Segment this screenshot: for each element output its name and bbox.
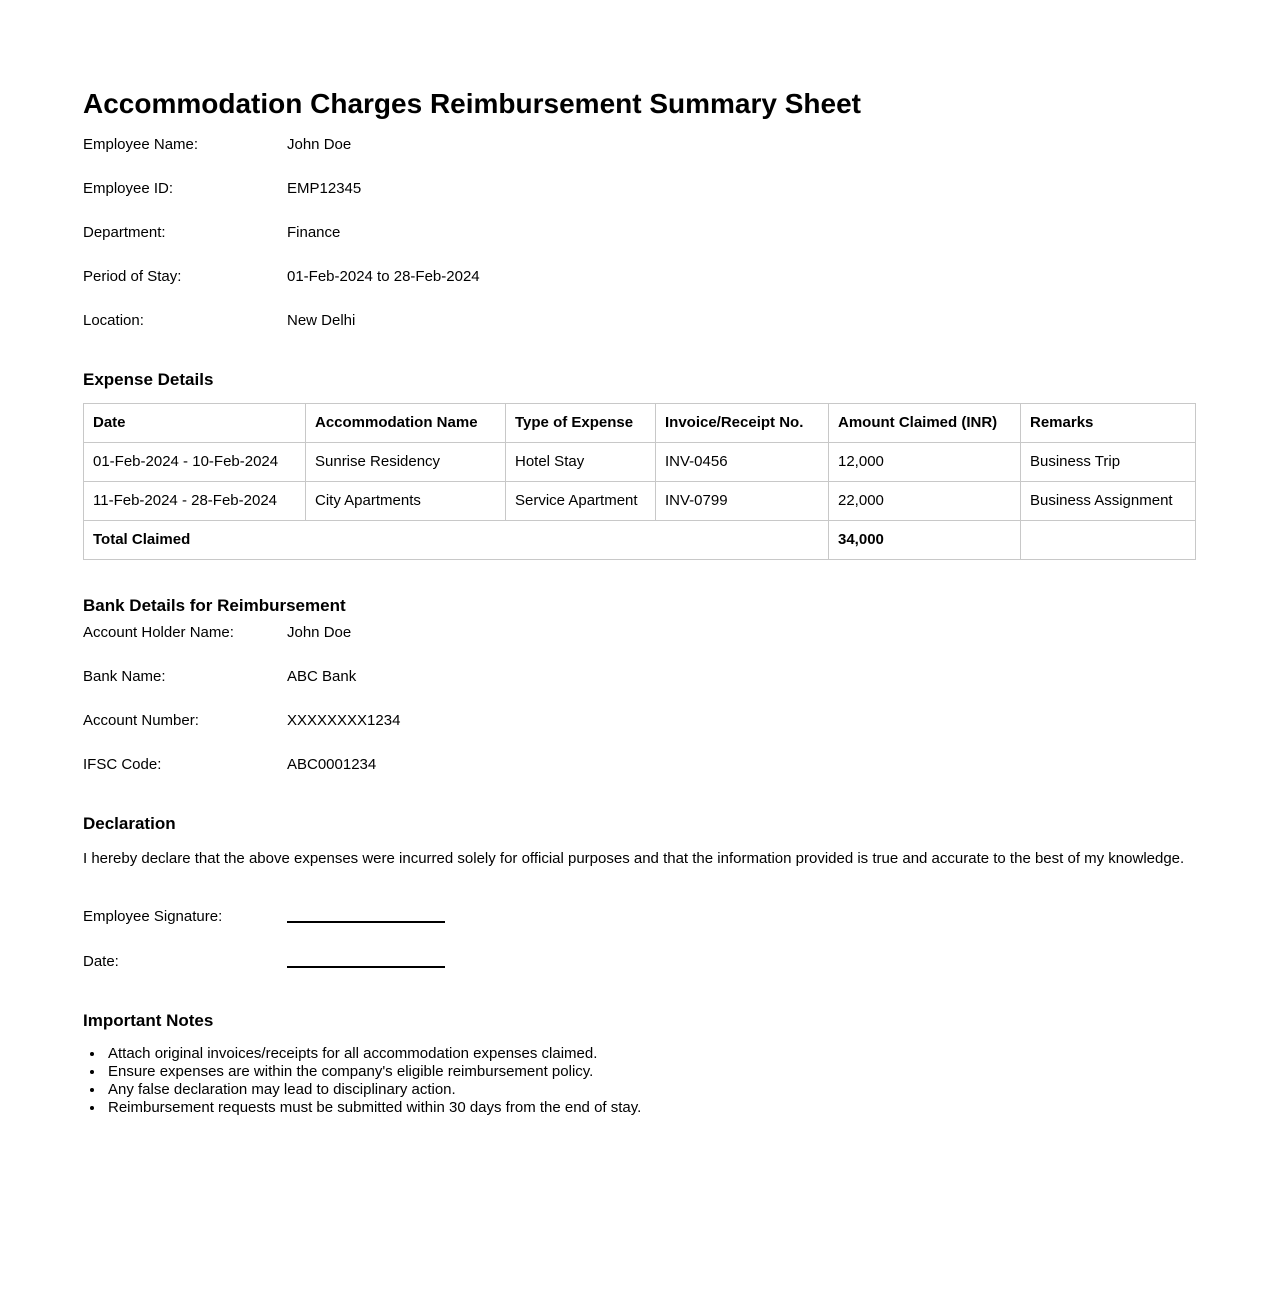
field-row-bank-name	[83, 668, 1195, 686]
signature-row-employee-signature	[83, 908, 1195, 926]
cell-type-of-expense: Service Apartment	[506, 482, 656, 521]
field-label: Account Holder Name:	[83, 624, 234, 641]
field-row-location	[83, 312, 1195, 330]
table-header-invoice-receipt-no: Invoice/Receipt No.	[656, 404, 829, 443]
cell-remarks: Business Trip	[1021, 443, 1196, 482]
total-claimed-value: 34,000	[829, 521, 1021, 560]
bank-details-heading: Bank Details for Reimbursement	[83, 596, 346, 615]
field-row-ifsc-code	[83, 756, 1195, 774]
employee-signature-label: Employee Signature:	[83, 908, 223, 925]
declaration-text: I hereby declare that the above expenses were incurred solely for official purposes and that the information provided is true and accurate to the best of my knowledge.	[83, 850, 1185, 867]
field-value: Finance	[287, 224, 341, 241]
table-header-amount-claimed: Amount Claimed (INR)	[829, 404, 1021, 443]
list-item: • Ensure expenses are within the company's eligible reimbursement policy.	[105, 1063, 1195, 1081]
important-notes-list	[83, 1045, 1195, 1117]
field-row-employee-id	[83, 180, 1195, 198]
cell-accommodation-name: Sunrise Residency	[306, 443, 506, 482]
cell-invoice-no: INV-0799	[656, 482, 829, 521]
important-notes-heading: Important Notes	[83, 1011, 214, 1030]
field-value: 01-Feb-2024 to 28-Feb-2024	[287, 268, 480, 285]
table-row	[84, 443, 1196, 482]
declaration-heading: Declaration	[83, 814, 176, 833]
field-value: XXXXXXXX1234	[287, 712, 401, 729]
cell-remarks: Business Assignment	[1021, 482, 1196, 521]
field-label: Account Number:	[83, 712, 199, 729]
cell-amount-claimed: 22,000	[829, 482, 1021, 521]
employee-signature-line	[287, 908, 445, 923]
cell-invoice-no: INV-0456	[656, 443, 829, 482]
date-line	[287, 953, 445, 968]
expense-details-heading: Expense Details	[83, 370, 214, 389]
table-header-type-of-expense: Type of Expense	[506, 404, 656, 443]
table-row	[84, 482, 1196, 521]
field-label: IFSC Code:	[83, 756, 162, 773]
employee-info-section	[83, 136, 1195, 330]
cell-type-of-expense: Hotel Stay	[506, 443, 656, 482]
field-value: John Doe	[287, 624, 352, 641]
page-title: Accommodation Charges Reimbursement Summary Sheet	[83, 88, 861, 119]
signature-section	[83, 908, 1195, 971]
cell-accommodation-name: City Apartments	[306, 482, 506, 521]
field-value: New Delhi	[287, 312, 356, 329]
cell-date: 11-Feb-2024 - 28-Feb-2024	[84, 482, 306, 521]
expense-table	[83, 403, 1196, 560]
cell-date: 01-Feb-2024 - 10-Feb-2024	[84, 443, 306, 482]
list-item: • Reimbursement requests must be submitted within 30 days from the end of stay.	[105, 1099, 1195, 1117]
table-header-accommodation-name: Accommodation Name	[306, 404, 506, 443]
field-label: Bank Name:	[83, 668, 166, 685]
total-claimed-label: Total Claimed	[84, 521, 829, 560]
total-remarks-cell-empty	[1021, 521, 1196, 560]
bank-details-section	[83, 624, 1195, 774]
field-row-account-holder-name	[83, 624, 1195, 642]
field-value: EMP12345	[287, 180, 362, 197]
field-label: Employee Name:	[83, 136, 199, 153]
table-total-row	[84, 521, 1196, 560]
field-label: Location:	[83, 312, 144, 329]
table-header-date: Date	[84, 404, 306, 443]
date-label: Date:	[83, 953, 119, 970]
signature-row-date	[83, 953, 1195, 971]
table-header-row	[84, 404, 1196, 443]
field-row-department	[83, 224, 1195, 242]
field-value: ABC0001234	[287, 756, 377, 773]
field-row-employee-name	[83, 136, 1195, 154]
field-label: Employee ID:	[83, 180, 174, 197]
field-value: John Doe	[287, 136, 352, 153]
field-row-account-number	[83, 712, 1195, 730]
list-item: • Attach original invoices/receipts for all accommodation expenses claimed.	[105, 1045, 1195, 1063]
cell-amount-claimed: 12,000	[829, 443, 1021, 482]
table-header-remarks: Remarks	[1021, 404, 1196, 443]
field-label: Period of Stay:	[83, 268, 182, 285]
field-label: Department:	[83, 224, 166, 241]
field-value: ABC Bank	[287, 668, 357, 685]
field-row-period-of-stay	[83, 268, 1195, 286]
list-item: • Any false declaration may lead to disciplinary action.	[105, 1081, 1195, 1099]
